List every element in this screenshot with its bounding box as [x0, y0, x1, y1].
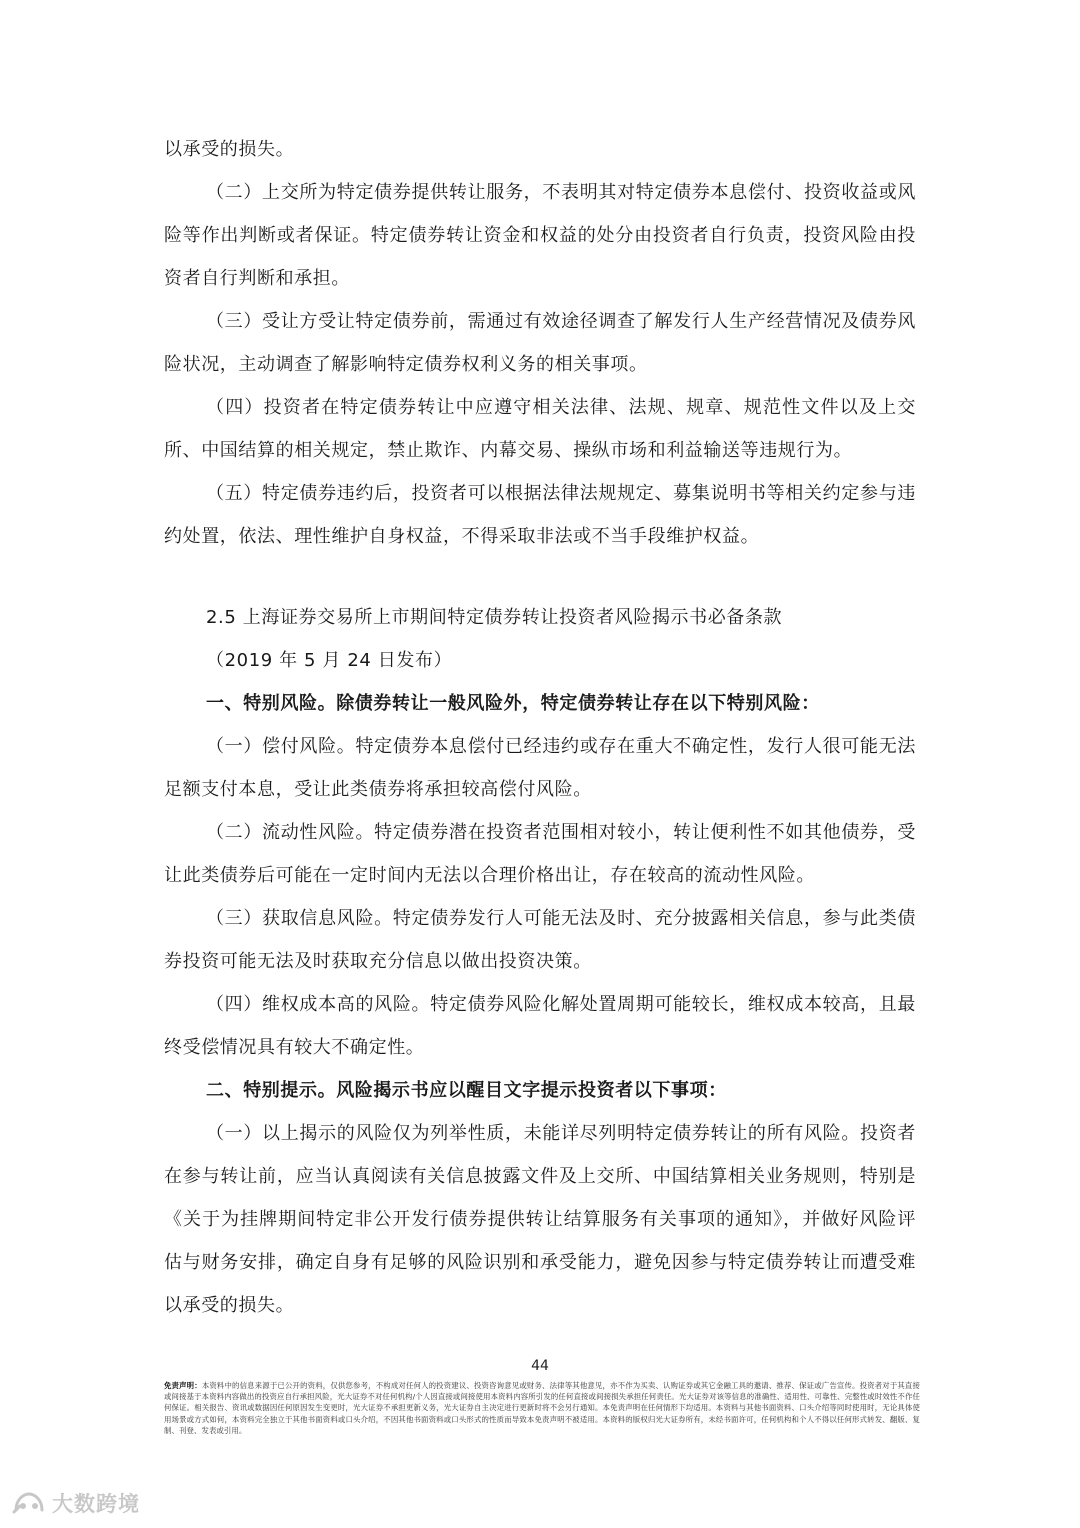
watermark: [12, 1488, 140, 1518]
paragraph-information-risk: （三）获取信息风险。特定债券发行人可能无法及时、充分披露相关信息，参与此类债券投资可能无法及时获取充分信息以做出投资决策。: [164, 908, 916, 972]
disclaimer-label: 免责声明：: [164, 1381, 202, 1390]
heading-special-risks: 一、特别风险。除债券转让一般风险外，特定债券转让存在以下特别风险：: [206, 693, 820, 714]
page-number: 44: [531, 1358, 549, 1374]
paragraph-notice-1: （一）以上揭示的风险仅为列举性质，未能详尽列明特定债券转让的所有风险。投资者在参与转让前，应当认真阅读有关信息披露文件及上交所、中国结算相关业务规则，特别是《关于为挂牌期间特定非公开发行债券提供转让结算服务有关事项的通知》，并做好风险评估与财务安排，确定自身有足够的风险识别和承受能力，避免因参与特定债券转让而遭受难以承受的损失。: [164, 1123, 916, 1316]
heading-special-notice: 二、特别提示。风险揭示书应以醒目文字提示投资者以下事项：: [206, 1080, 727, 1101]
paragraph-rights-cost-risk: （四）维权成本高的风险。特定债券风险化解处置周期可能较长，维权成本较高，且最终受偿情况具有较大不确定性。: [164, 994, 916, 1058]
paragraph-item-5: （五）特定债券违约后，投资者可以根据法律法规规定、募集说明书等相关约定参与违约处置，依法、理性维护自身权益，不得采取非法或不当手段维护权益。: [164, 483, 916, 547]
watermark-text: 大数跨境: [52, 1492, 140, 1516]
disclaimer: [164, 1380, 920, 1436]
paragraph-item-3: （三）受让方受让特定债券前，需通过有效途径调查了解发行人生产经营情况及债券风险状况，主动调查了解影响特定债券权利义务的相关事项。: [164, 311, 916, 375]
paragraph-repayment-risk: （一）偿付风险。特定债券本息偿付已经违约或存在重大不确定性，发行人很可能无法足额支付本息，受让此类债券将承担较高偿付风险。: [164, 736, 916, 800]
paragraph-item-4: （四）投资者在特定债券转让中应遵守相关法律、法规、规章、规范性文件以及上交所、中国结算的相关规定，禁止欺诈、内幕交易、操纵市场和利益输送等违规行为。: [164, 397, 916, 461]
paragraph-continuation: 以承受的损失。: [164, 139, 295, 160]
disclaimer-text: 本资料中的信息来源于已公开的资料，仅供您参考，不构成对任何人的投资建议、投资咨询意见或财务、法律等其他意见，亦不作为买卖、认购证券或其它金融工具的邀请、推荐、保证或广告宣传。投资者对于其直接或间接基于本资料内容做出的投资应自行承担风险，光大证券不对任何机构/个人因直接或间接使用本资料内容所引发的任何直接或间接损失承担任何责任。光大证券对该等信息的准确性、适用性、可靠性、完整性或时效性不作任何保证。相关报告、资讯或数据因任何原因发生变更时，光大证券不承担更新义务，光大证券自主决定进行更新时将不会另行通知。本免责声明在任何情形下均适用。本资料与其他书面资料、口头介绍等同时使用时，无论具体使用场景或方式如何，本资料完全独立于其他书面资料或口头介绍，不因其他书面资料或口头形式的性质而导致本免责声明不被适用。本资料的版权归光大证券所有，未经书面许可，任何机构和个人不得以任何形式转发、翻版、复制、刊登、发表或引用。: [164, 1381, 920, 1435]
publish-date: （2019 年 5 月 24 日发布）: [206, 650, 453, 671]
paragraph-liquidity-risk: （二）流动性风险。特定债券潜在投资者范围相对较小，转让便利性不如其他债券，受让此类债券后可能在一定时间内无法以合理价格出让，存在较高的流动性风险。: [164, 822, 916, 886]
section-heading: 2.5 上海证券交易所上市期间特定债券转让投资者风险揭示书必备条款: [206, 607, 783, 628]
document-body: [164, 128, 916, 1327]
logo-icon: [12, 1490, 46, 1516]
paragraph-item-2: （二）上交所为特定债券提供转让服务，不表明其对特定债券本息偿付、投资收益或风险等作出判断或者保证。特定债券转让资金和权益的处分由投资者自行负责，投资风险由投资者自行判断和承担。: [164, 182, 916, 289]
